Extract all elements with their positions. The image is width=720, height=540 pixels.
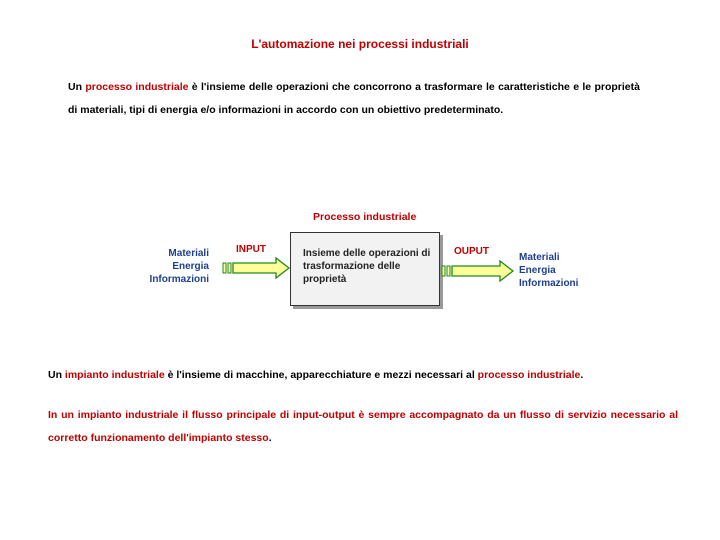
p3-text: In un impianto industriale il flusso principale di input-output è sempre accompagnato da un flusso di servizio necessario al corretto funzionamento dell'impianto stesso bbox=[48, 409, 678, 444]
output-item-information: Informazioni bbox=[519, 278, 579, 289]
p2-text-middle: è l'insieme di macchine, apparecchiature e mezzi necessari al bbox=[164, 369, 478, 381]
paragraph-process-definition bbox=[68, 76, 640, 122]
p2-text-start: Un bbox=[48, 369, 65, 381]
input-item-information: Informazioni bbox=[149, 274, 209, 285]
input-arrow-icon bbox=[222, 256, 292, 280]
page-title: L'automazione nei processi industriali bbox=[251, 37, 469, 51]
p3-text-end: . bbox=[268, 432, 272, 444]
p1-text-end: è l'insieme delle operazioni che concorrono a trasformare le caratteristiche e le proprietà di materiali, tipi di energia e/o informazioni in accordo con un obiettivo predeterminato. bbox=[68, 81, 640, 116]
p2-text-end: . bbox=[580, 369, 584, 381]
output-list bbox=[519, 251, 578, 290]
output-arrow-icon bbox=[441, 259, 516, 283]
input-item-materials: Materiali bbox=[168, 248, 209, 259]
p1-highlight-process: processo industriale bbox=[85, 81, 189, 93]
p2-highlight-plant: impianto industriale bbox=[64, 369, 165, 381]
diagram-title: Processo industriale bbox=[313, 211, 417, 223]
input-label: INPUT bbox=[236, 244, 266, 255]
input-list bbox=[130, 247, 209, 286]
output-label: OUPUT bbox=[454, 246, 489, 257]
paragraph-plant-definition bbox=[48, 364, 678, 387]
process-box-text: Insieme delle operazioni di trasformazione delle proprietà bbox=[303, 248, 431, 285]
input-item-energy: Energia bbox=[172, 261, 209, 272]
output-item-materials: Materiali bbox=[519, 252, 560, 263]
process-box bbox=[290, 232, 440, 306]
p1-text-start: Un bbox=[68, 81, 86, 93]
paragraph-service-flow bbox=[48, 404, 678, 450]
output-item-energy: Energia bbox=[519, 265, 556, 276]
p2-highlight-process: processo industriale bbox=[477, 369, 581, 381]
